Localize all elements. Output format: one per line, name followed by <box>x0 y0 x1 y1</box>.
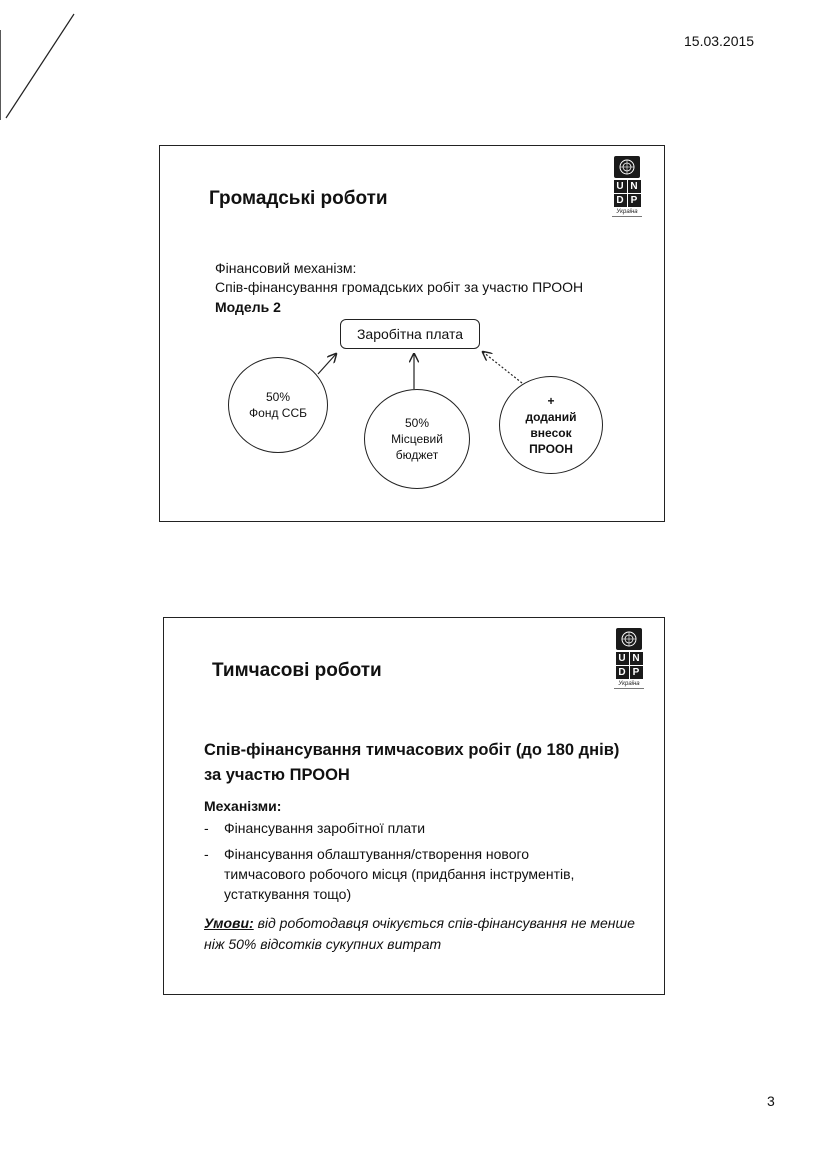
ssb-percent: 50% <box>265 390 291 404</box>
logo-subtitle: Україна <box>616 209 638 215</box>
local-label-1: Місцевий <box>391 432 443 446</box>
conditions-label: Умови: <box>204 915 254 931</box>
list-item <box>204 844 574 904</box>
undp-logo <box>612 628 646 689</box>
circle-undp-contribution <box>499 376 603 474</box>
arrow-ssb-to-wage <box>318 354 336 374</box>
slide-title: Тимчасові роботи <box>212 660 382 681</box>
undp-plus: + <box>547 394 555 408</box>
logo-letter: U <box>616 652 629 665</box>
local-percent: 50% <box>404 416 430 430</box>
logo-letter: D <box>616 666 629 679</box>
list-item-text <box>224 844 574 904</box>
slide-public-works <box>159 145 665 522</box>
wage-box: Заробітна плата <box>340 319 480 349</box>
logo-underline <box>614 688 644 689</box>
circle-ssb-fund <box>228 357 328 453</box>
list-bullet: - <box>204 846 209 862</box>
logo-underline <box>612 216 642 217</box>
model-label: Модель 2 <box>215 299 281 315</box>
un-emblem-icon <box>614 156 640 178</box>
logo-letter: P <box>628 194 641 207</box>
logo-letter: U <box>614 180 627 193</box>
cofinancing-heading <box>204 738 619 788</box>
heading-line-2: за участю ПРООН <box>204 766 350 784</box>
logo-letter: N <box>628 180 641 193</box>
scan-corner-mark <box>0 0 90 130</box>
circle-local-budget <box>364 389 470 489</box>
list-item-text: Фінансування заробітної плати <box>224 820 426 836</box>
arrow-undp-to-wage <box>483 352 522 383</box>
un-emblem-icon <box>616 628 642 650</box>
page-date: 15.03.2015 <box>684 33 755 49</box>
conditions-paragraph <box>204 913 644 955</box>
cofinancing-line: Спів-фінансування громадських робіт за участю ПРООН <box>215 279 584 295</box>
heading-line-1: Спів-фінансування тимчасових робіт (до 180 днів) <box>204 741 620 759</box>
logo-letter: D <box>614 194 627 207</box>
list-item-line: Фінансування облаштування/створення нового <box>224 846 530 862</box>
local-label-2: бюджет <box>395 448 439 462</box>
logo-subtitle: Україна <box>618 681 640 687</box>
undp-logo <box>610 156 644 217</box>
undp-label-1: доданий <box>525 410 577 424</box>
undp-label-2: внесок <box>530 426 572 440</box>
ssb-label: Фонд ССБ <box>249 406 307 420</box>
list-bullet: - <box>204 820 209 836</box>
list-item <box>204 818 425 838</box>
slide-title: Громадські роботи <box>209 188 388 209</box>
conditions-text: від роботодавця очікується спів-фінансування не менше ніж 50% відсотків сукупних витрат <box>204 915 635 952</box>
financial-mechanism-label: Фінансовий механізм: <box>215 260 357 276</box>
list-item-line: устаткування тощо) <box>224 886 352 902</box>
page-number: 3 <box>767 1093 775 1109</box>
logo-letter: P <box>630 666 643 679</box>
logo-letter: N <box>630 652 643 665</box>
undp-label-3: ПРООН <box>529 442 573 456</box>
list-item-line: тимчасового робочого місця (придбання інструментів, <box>224 866 575 882</box>
mechanisms-label: Механізми: <box>204 798 282 814</box>
slide-temporary-works <box>163 617 665 995</box>
